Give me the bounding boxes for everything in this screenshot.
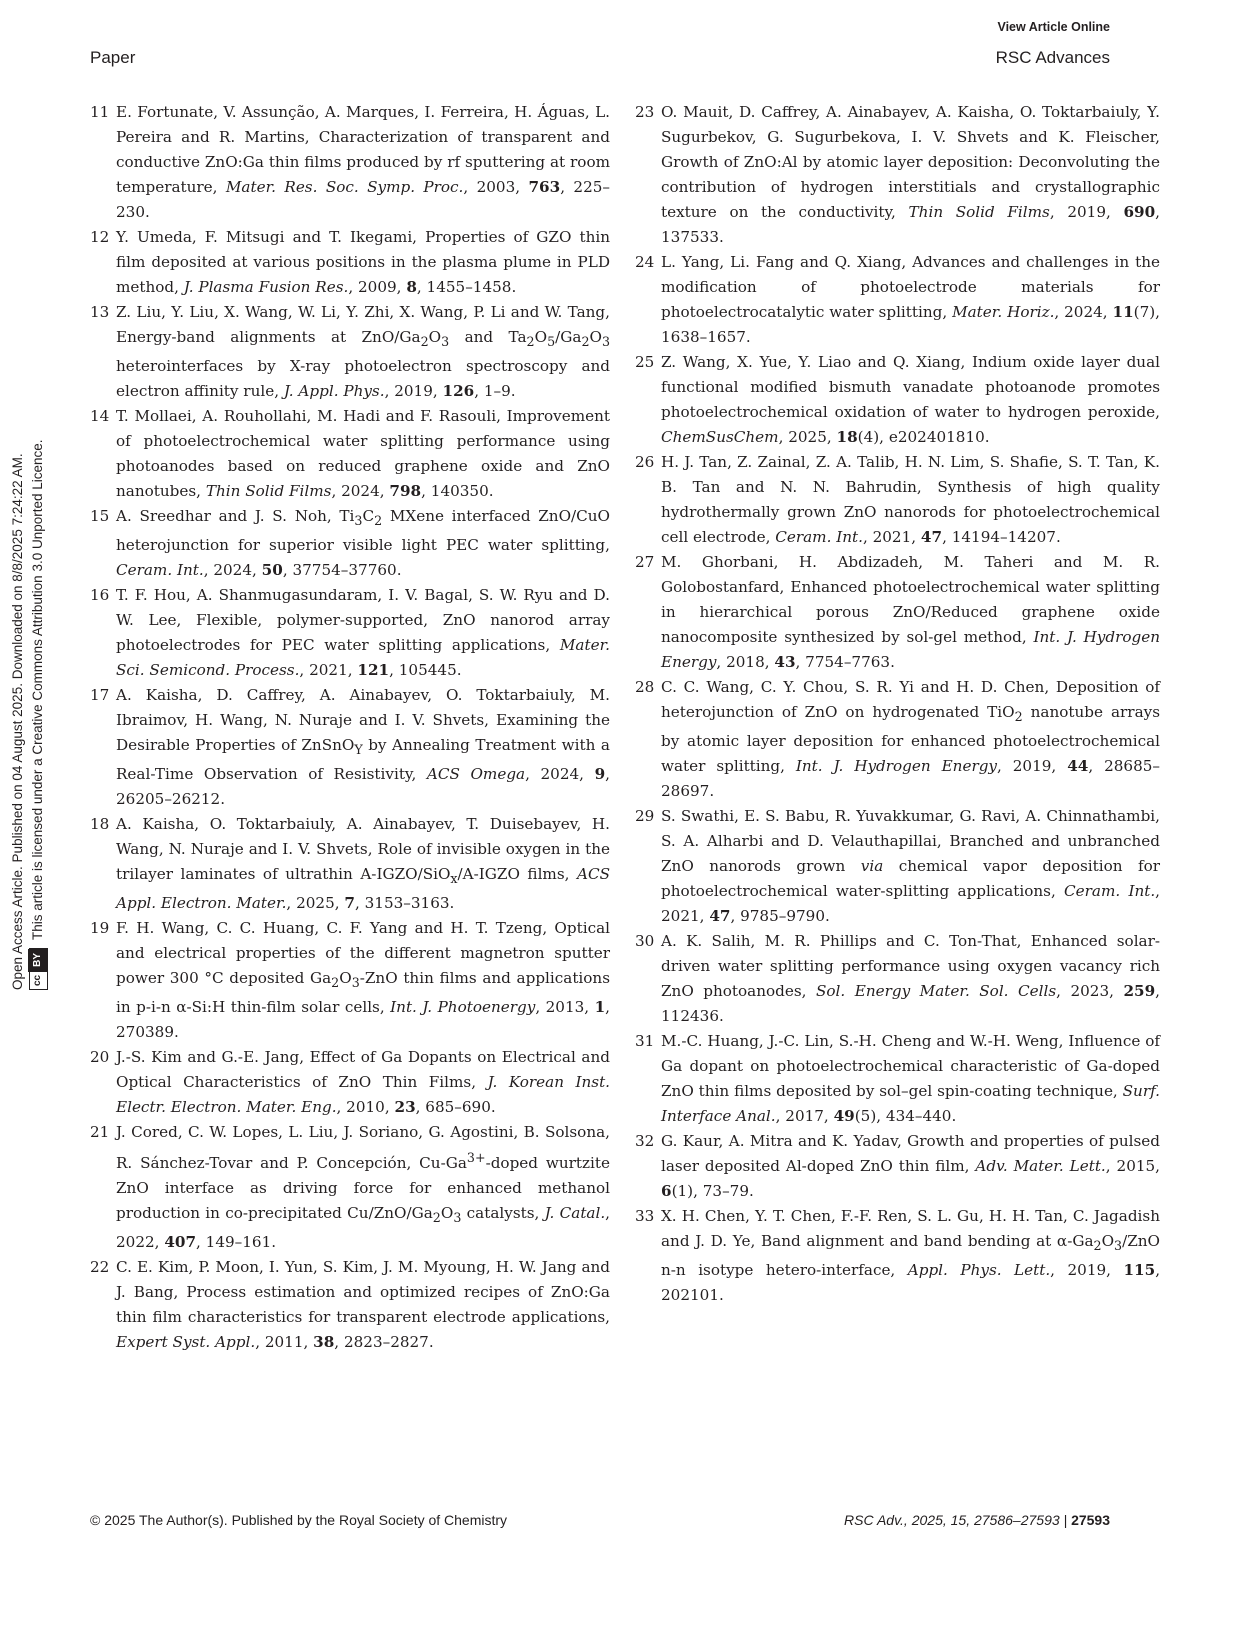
reference-number: 31 bbox=[635, 1032, 655, 1051]
reference-text: A. Kaisha, D. Caffrey, A. Ainabayev, O. Toktarbaiuly, M. Ibraimov, H. Wang, N. Nuraje and I. V. Shvets, Examining the Desirable Properties of ZnSnO$_Y$ by Annealing Treatment with a Real-Time Observation of Resistivity, ACS Omega, 2024, 9, 26205–26212. bbox=[116, 686, 610, 809]
reference-text: H. J. Tan, Z. Zainal, Z. A. Talib, H. N. Lim, S. Shafie, S. T. Tan, K. B. Tan and N. N. Bahrudin, Synthesis of high quality hydrothermally grown ZnO nanorods for photoelectrochemical cell electrode, Ceram. Int., 2021, 47, 14194–14207. bbox=[661, 453, 1160, 546]
cc-label: cc bbox=[28, 971, 48, 989]
reference-number: 32 bbox=[635, 1132, 655, 1151]
copyright-footer: © 2025 The Author(s). Published by the Royal Society of Chemistry bbox=[90, 1512, 508, 1528]
reference-number: 18 bbox=[90, 815, 110, 834]
reference-text: Y. Umeda, F. Mitsugi and T. Ikegami, Properties of GZO thin film deposited at various positions in the plasma plume in PLD method, J. Plasma Fusion Res., 2009, 8, 1455–1458. bbox=[116, 228, 610, 296]
reference-text: X. H. Chen, Y. T. Chen, F.-F. Ren, S. L. Gu, H. H. Tan, C. Jagadish and J. D. Ye, Band alignment and band bending at $\alpha-Ga_2O_3$/ZnO n-n isotype hetero-interface, Appl. Phys. Lett., 2019, 115, 202101. bbox=[661, 1207, 1161, 1305]
reference-text: L. Yang, Li. Fang and Q. Xiang, Advances and challenges in the modification of photoelectrode materials for photoelectrocatalytic water splitting, Mater. Horiz., 2024, 11(7), 1638–1657. bbox=[661, 253, 1160, 346]
reference-item bbox=[635, 550, 1160, 675]
reference-number: 30 bbox=[635, 932, 655, 951]
reference-item bbox=[90, 683, 610, 812]
citation-footer bbox=[844, 1512, 1110, 1528]
reference-item bbox=[90, 404, 610, 504]
open-access-text: Open Access Article. Published on 04 August 2025. Downloaded on 8/8/2025 7:24:22 AM. bbox=[10, 453, 25, 990]
reference-item bbox=[90, 583, 610, 683]
section-label: Paper bbox=[90, 48, 136, 67]
reference-text: M. Ghorbani, H. Abdizadeh, M. Taheri and M. R. Golobostanfard, Enhanced photoelectrochemical water splitting in hierarchical porous ZnO/Reduced graphene oxide nanocomposite synthesized by sol-gel method, Int. J. Hydrogen Energy, 2018, 43, 7754–7763. bbox=[661, 553, 1161, 671]
reference-text: M.-C. Huang, J.-C. Lin, S.-H. Cheng and W.-H. Weng, Influence of Ga dopant on photoelectrochemical characteristic of Ga-doped ZnO thin films deposited by sol–gel spin-coating technique, Surf. Interface Anal., 2017, 49(5), 434–440. bbox=[661, 1032, 1160, 1126]
license-line-open-access bbox=[8, 439, 28, 990]
reference-text: T. F. Hou, A. Shanmugasundaram, I. V. Bagal, S. W. Ryu and D. W. Lee, Flexible, polymer-supported, ZnO nanorod array photoelectrodes for PEC water splitting applications, Mater. Sci. Semicond. Process., 2021, 121, 105445. bbox=[116, 586, 610, 680]
reference-text: J. Cored, C. W. Lopes, L. Liu, J. Soriano, G. Agostini, B. Solsona, R. Sánchez-Tovar and P. Concepción, $Cu-Ga^{3+}$-doped wurtzite ZnO interface as driving force for enhanced methanol production in co-precipitated $Cu/ZnO/Ga_2O_3$ catalysts, J. Catal., 2022, 407, 149–161. bbox=[116, 1123, 610, 1252]
reference-number: 25 bbox=[635, 353, 655, 371]
reference-text: O. Mauit, D. Caffrey, A. Ainabayev, A. Kaisha, O. Toktarbaiuly, Y. Sugurbekov, G. Sugurbekova, I. V. Shvets and K. Fleischer, Growth of ZnO:Al by atomic layer deposition: Deconvoluting the contribution of hydrogen interstitials and crystallographic texture on the conductivity, Thin Solid Films, 2019, 690, 137533. bbox=[661, 103, 1160, 246]
reference-text: Z. Wang, X. Yue, Y. Liao and Q. Xiang, Indium oxide layer dual functional modified bismuth vanadate photoanode promotes photoelectrochemical oxidation of water to hydrogen peroxide, ChemSusChem, 2025, 18(4), e202401810. bbox=[661, 353, 1160, 446]
reference-number: 14 bbox=[90, 407, 110, 426]
reference-text: J.-S. Kim and G.-E. Jang, Effect of Ga Dopants on Electrical and Optical Characteristics of ZnO Thin Films, J. Korean Inst. Electr. Electron. Mater. Eng., 2010, 23, 685–690. bbox=[116, 1048, 610, 1117]
reference-number: 33 bbox=[635, 1207, 655, 1226]
reference-item bbox=[90, 1045, 610, 1120]
reference-item bbox=[635, 100, 1160, 250]
reference-number: 27 bbox=[635, 553, 655, 571]
reference-number: 19 bbox=[90, 919, 110, 938]
license-sidebar bbox=[8, 439, 48, 990]
reference-text: A. Sreedhar and J. S. Noh, $Ti_3C_2$ MXene interfaced ZnO/CuO heterojunction for superior visible light PEC water splitting, Ceram. Int., 2024, 50, 37754–37760. bbox=[116, 507, 611, 580]
reference-number: 11 bbox=[90, 103, 110, 121]
reference-item bbox=[90, 100, 610, 225]
view-article-online-link[interactable]: View Article Online bbox=[997, 20, 1110, 34]
reference-text: F. H. Wang, C. C. Huang, C. F. Yang and H. T. Tzeng, Optical and electrical properties of the different magnetron sputter power 300 °C deposited $Ga_2O_3$-ZnO thin films and applications in p-i-n α-Si:H thin-film solar cells, Int. J. Photoenergy, 2013, 1, 270389. bbox=[116, 919, 610, 1042]
license-line-cc bbox=[28, 439, 48, 990]
reference-item bbox=[635, 250, 1160, 350]
reference-number: 28 bbox=[635, 678, 655, 696]
reference-text: C. E. Kim, P. Moon, I. Yun, S. Kim, J. M. Myoung, H. W. Jang and J. Bang, Process estimation and optimized recipes of ZnO:Ga thin film characteristics for transparent electrode applications, Expert Syst. Appl., 2011, 38, 2823–2827. bbox=[116, 1258, 610, 1352]
reference-number: 17 bbox=[90, 686, 110, 705]
by-label: BY bbox=[28, 949, 48, 971]
reference-text: C. C. Wang, C. Y. Chou, S. R. Yi and H. D. Chen, Deposition of heterojunction of ZnO on hydrogenated TiO$_2$ nanotube arrays by atomic layer deposition for enhanced photoelectrochemical water splitting, Int. J. Hydrogen Energy, 2019, 44, 28685–28697. bbox=[661, 678, 1160, 801]
reference-text: E. Fortunate, V. Assunção, A. Marques, I. Ferreira, H. Águas, L. Pereira and R. Martins, Characterization of transparent and conductive ZnO:Ga thin films produced by rf sputtering at room temperature, Mater. Res. Soc. Symp. Proc., 2003, 763, 225–230. bbox=[116, 103, 610, 221]
reference-item bbox=[635, 675, 1160, 804]
reference-text: G. Kaur, A. Mitra and K. Yadav, Growth and properties of pulsed laser deposited Al-doped ZnO thin film, Adv. Mater. Lett., 2015, 6(1), 73–79. bbox=[661, 1132, 1161, 1201]
reference-item bbox=[635, 1129, 1160, 1204]
page-number: 27593 bbox=[1071, 1512, 1110, 1528]
reference-text: A. Kaisha, O. Toktarbaiuly, A. Ainabayev, T. Duisebayev, H. Wang, N. Nuraje and I. V. Shvets, Role of invisible oxygen in the trilayer laminates of ultrathin A-IGZO/SiO$_x$/A-IGZO films, ACS Appl. Electron. Mater., 2025, 7, 3153–3163. bbox=[116, 815, 610, 913]
reference-number: 22 bbox=[90, 1258, 110, 1277]
reference-number: 21 bbox=[90, 1123, 110, 1142]
citation-text: RSC Adv., 2025, 15, 27586–27593 | bbox=[844, 1512, 1068, 1528]
references-column-right bbox=[635, 100, 1160, 1308]
reference-item bbox=[635, 450, 1160, 550]
reference-item bbox=[90, 300, 610, 404]
reference-item bbox=[90, 1120, 610, 1255]
reference-number: 16 bbox=[90, 586, 110, 605]
reference-number: 20 bbox=[90, 1048, 110, 1067]
reference-item bbox=[90, 504, 610, 583]
reference-item bbox=[90, 1255, 610, 1355]
reference-number: 29 bbox=[635, 807, 655, 826]
reference-item bbox=[635, 350, 1160, 450]
reference-item bbox=[635, 1029, 1160, 1129]
reference-item bbox=[635, 1204, 1160, 1308]
reference-text: Z. Liu, Y. Liu, X. Wang, W. Li, Y. Zhi, X. Wang, P. Li and W. Tang, Energy-band alignments at ZnO/$Ga_2O_3$ and $Ta_2O_5/Ga_2O_3$ heterointerfaces by X-ray photoelectron spectroscopy and electron affinity rule, J. Appl. Phys., 2019, 126, 1–9. bbox=[116, 303, 611, 401]
reference-text: S. Swathi, E. S. Babu, R. Yuvakkumar, G. Ravi, A. Chinnathambi, S. A. Alharbi and D. Velauthapillai, Branched and unbranched ZnO nanorods grown via chemical vapor deposition for photoelectrochemical water-splitting applications, Ceram. Int., 2021, 47, 9785–9790. bbox=[661, 807, 1160, 926]
reference-number: 26 bbox=[635, 453, 655, 471]
cc-by-license-badge-icon[interactable] bbox=[29, 948, 48, 990]
journal-name: RSC Advances bbox=[995, 48, 1110, 67]
reference-item bbox=[635, 929, 1160, 1029]
reference-number: 13 bbox=[90, 303, 110, 321]
reference-number: 23 bbox=[635, 103, 655, 121]
reference-number: 24 bbox=[635, 253, 655, 271]
reference-number: 15 bbox=[90, 507, 110, 526]
reference-item bbox=[90, 225, 610, 300]
reference-item bbox=[635, 804, 1160, 929]
reference-text: A. K. Salih, M. R. Phillips and C. Ton-That, Enhanced solar-driven water splitting performance using oxygen vacancy rich ZnO photoanodes, Sol. Energy Mater. Sol. Cells, 2023, 259, 112436. bbox=[661, 932, 1160, 1026]
reference-number: 12 bbox=[90, 228, 110, 246]
reference-item bbox=[90, 916, 610, 1045]
license-link[interactable]: This article is licensed under a Creative Commons Attribution 3.0 Unported Licence. bbox=[30, 439, 45, 940]
reference-item bbox=[90, 812, 610, 916]
reference-text: T. Mollaei, A. Rouhollahi, M. Hadi and F. Rasouli, Improvement of photoelectrochemical water splitting performance using photoanodes based on reduced graphene oxide and ZnO nanotubes, Thin Solid Films, 2024, 798, 140350. bbox=[116, 407, 610, 501]
references-column-left bbox=[90, 100, 610, 1355]
